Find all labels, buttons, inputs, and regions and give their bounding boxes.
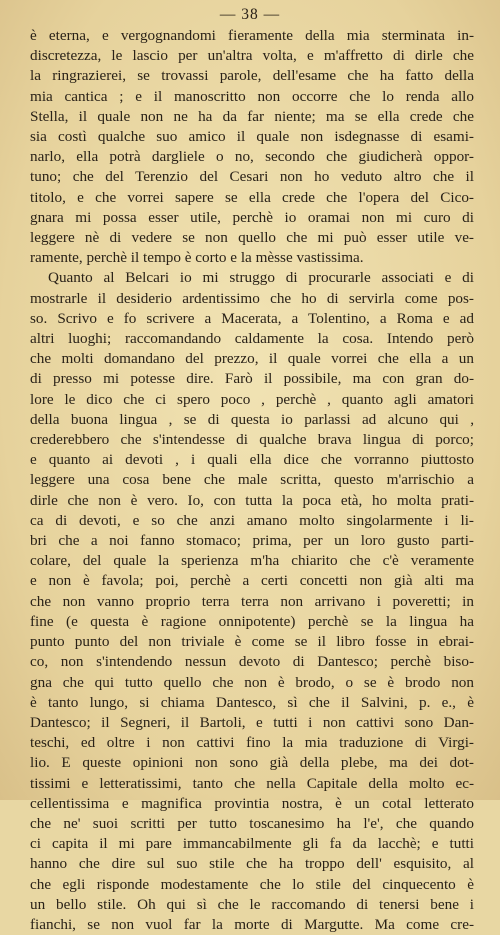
text-line: dirle che non è vero. Io, con tutta la poca età, ho molta prati-	[30, 491, 474, 509]
body-text	[30, 26, 474, 935]
text-line: fine (e questa è ragione onnipotente) perchè se la lingua ha	[30, 612, 474, 630]
text-line: mostrarle il desiderio ardentissimo che ho di servirla come pos-	[30, 289, 474, 307]
text-line: punto punto del non triviale è come se il libro fosse in ebrai-	[30, 633, 474, 651]
text-line: Quanto al Belcari io mi struggo di procurarle associati e di	[48, 269, 474, 287]
text-line: è eterna, e vergognandomi fieramente della mia sterminata in-	[30, 27, 474, 44]
text-line: un bello stile. Oh qui sì che le raccomando di tenersi bene i	[30, 895, 474, 913]
text-line: di presso mi potesse dire. Farò il possibile, ma con gran do-	[30, 370, 474, 388]
text-line: che molti domandano del prezzo, il quale vorrei che ella a un	[30, 350, 474, 368]
text-line: è tanto lungo, si chiama Dantesco, sì che il Salvini, p. e., è	[30, 693, 474, 711]
text-line: che egli risponde modestamente che lo stile del cinquecento è	[30, 875, 474, 893]
page-number: — 38 —	[219, 6, 281, 23]
text-line: e non è favola; poi, perchè a certi concetti non già alti ma	[30, 572, 474, 590]
text-line: cellentissima e magnifica provintia nostra, è un cotal letterato	[30, 794, 474, 812]
text-line: altri luoghi; raccomandando caldamente la cosa. Intendo però	[30, 330, 474, 348]
text-line: narlo, ella potrà dargliele o no, secondo che giudicherà oppor-	[30, 148, 474, 166]
text-line: discretezza, le lascio per un'altra volta, e m'affretto di dirle che	[30, 47, 474, 65]
text-line: gnara mi possa esser utile, perchè io oramai non mi curo di	[30, 208, 474, 226]
text-line: ca di devoti, e so che anzi amano molto singolarmente i li-	[30, 511, 474, 529]
text-line: Stella, il quale non ne ha da far niente; ma se ella crede che	[30, 107, 474, 125]
text-line: la ringrazierei, se trovassi parole, dell'esame che ha fatto della	[30, 67, 474, 85]
text-line: lio. E queste opinioni non sono già della plebe, ma dei dot-	[30, 754, 474, 772]
text-line: tuno; che del Terenzio del Cesari non ho veduto altro che il	[30, 168, 474, 186]
text-line: crederebbero che s'intendesse di qualche brava lingua di porco;	[30, 431, 474, 449]
text-line: hanno che dire sul suo stile che ha troppo dell' esquisito, al	[30, 855, 474, 873]
text-line: mia cantica ; e il manoscritto non occorre che lo renda allo	[30, 87, 474, 105]
text-line: Dantesco; il Segneri, il Bartoli, e tutti i non cattivi sono Dan-	[30, 713, 474, 731]
text-line: ci capita il mi pare immancabilmente gli fa da lacchè; e tutti	[30, 835, 474, 853]
text-line: della buona lingua , se di questa io parlassi ad alcuno qui ,	[30, 410, 474, 428]
text-line: e quanto ai devoti , i quali ella dice che vorranno piuttosto	[30, 451, 474, 469]
text-line: che ne' suoi scritti per tutto toscanesimo ha l'e', che quando	[30, 814, 474, 832]
text-line: titolo, e che vorrei sapere se ella crede che l'opera del Cico-	[30, 188, 474, 206]
text-line: lore le dico che ci spero poco , perchè , quanto agli amatori	[30, 390, 474, 408]
text-line: leggere nè di vedere se non quello che mi può esser utile ve-	[30, 229, 474, 247]
text-line: bri che a noi fanno stomaco; prima, per un loro gusto parti-	[30, 532, 474, 550]
text-line: leggere una cosa bene che male scritta, questo m'arrischio a	[30, 471, 474, 489]
text-line: fianchi, se non vuol far la morte di Margutte. Ma come cre-	[30, 915, 474, 933]
text-line: so. Scrivo e fo scrivere a Macerata, a Tolentino, a Roma e ad	[30, 309, 474, 327]
text-line: colare, del quale la sperienza m'ha chiarito che c'è veramente	[30, 552, 474, 570]
text-line: sia costì qualche suo amico il quale non isdegnasse di esami-	[30, 128, 474, 146]
text-line: co, non s'intendendo nessun devoto di Dantesco; perchè biso-	[30, 653, 474, 671]
text-line: tissimi e letteratissimi, tanto che nella Capitale della molto ec-	[30, 774, 474, 792]
text-line: ramente, perchè il tempo è corto e la mèsse vastissima.	[30, 249, 364, 267]
text-line: che non vanno proprio terra terra non arrivano i poveretti; in	[30, 592, 474, 610]
text-line: teschi, ed oltre i non cattivi fino la mia traduzione di Virgi-	[30, 734, 474, 752]
text-line: gna che qui tutto quello che non è brodo, o se è brodo non	[30, 673, 474, 691]
